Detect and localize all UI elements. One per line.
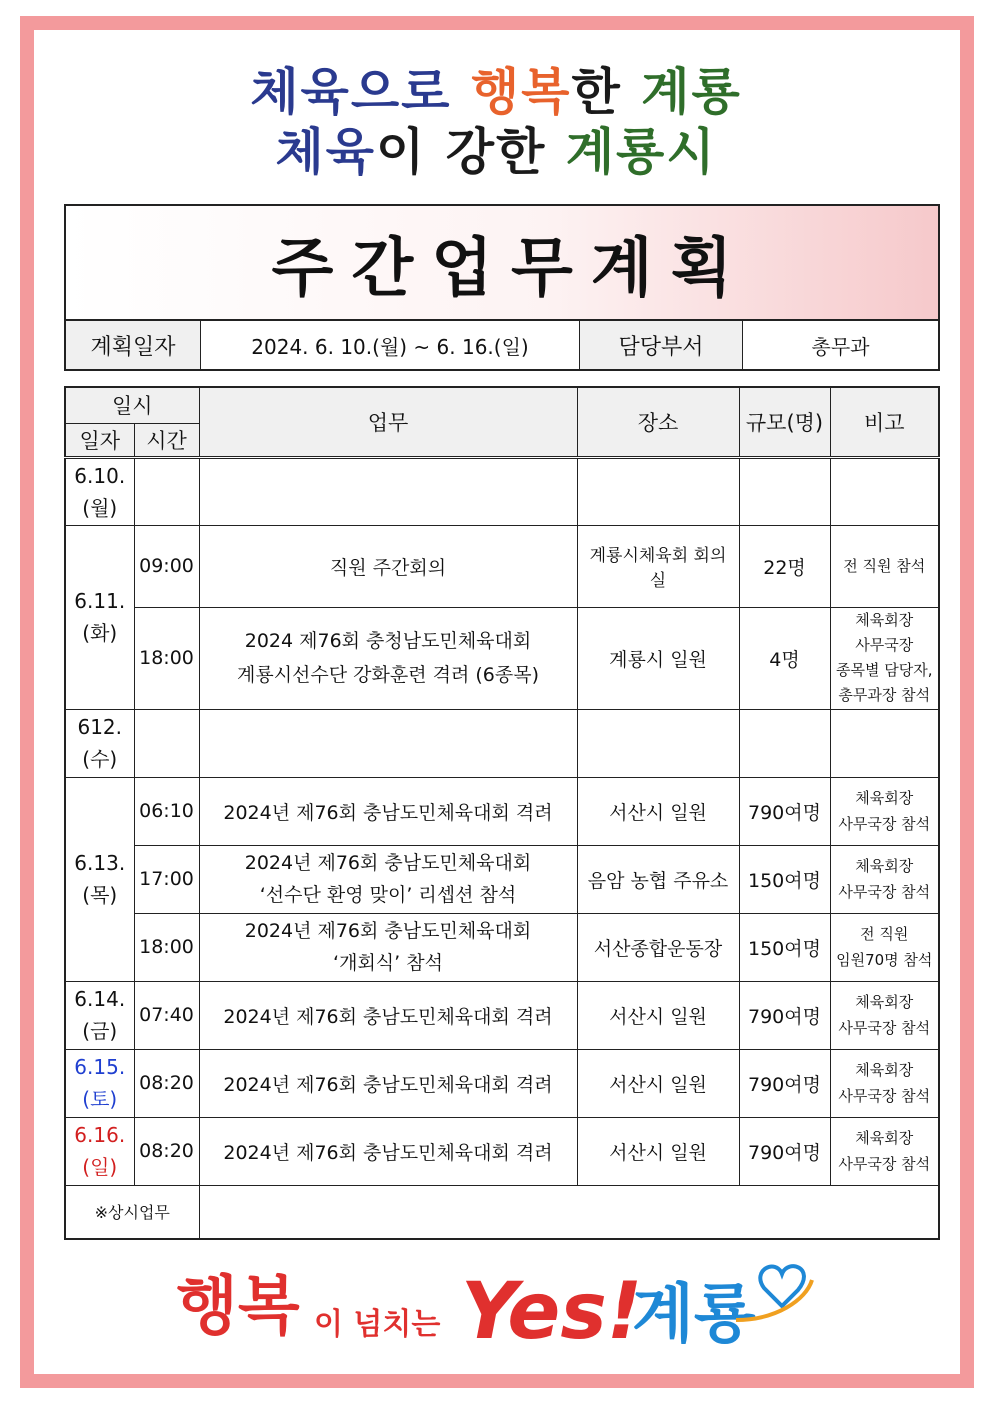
- table-row: [65, 981, 939, 1049]
- row-place: 서산시 일원: [577, 1049, 739, 1117]
- row-note: [830, 981, 939, 1049]
- task-line-1: 2024년 제76회 충남도민체육대회: [244, 920, 532, 942]
- slogan-1-part-2: 행복: [470, 62, 572, 121]
- row-task: [199, 845, 577, 913]
- row-scale: 790여명: [739, 777, 830, 845]
- table-row: [65, 525, 939, 607]
- note-line-1: 체육회장: [855, 1061, 914, 1079]
- row-date: [65, 1049, 134, 1117]
- row-scale: 150여명: [739, 913, 830, 981]
- logo-part-4: 계룡: [632, 1278, 756, 1352]
- schedule-table: [64, 386, 940, 1240]
- date-text: 6.13.: [74, 851, 126, 875]
- footer-logo-graphic: [176, 1250, 816, 1360]
- note-line-2: 사무국장 참석: [838, 1155, 931, 1173]
- row-date: [65, 709, 134, 777]
- note-line-2: 사무국장 참석: [838, 1087, 931, 1105]
- day-text: (화): [82, 621, 118, 645]
- note-line-3: 종목별 담당자,: [836, 661, 933, 679]
- header-date: 일자: [65, 423, 134, 457]
- row-place: 서산시 일원: [577, 1117, 739, 1185]
- task-line-2: ‘개회식’ 참석: [333, 952, 443, 974]
- logo-part-3: Yes!: [461, 1267, 643, 1357]
- row-scale: 150여명: [739, 845, 830, 913]
- row-time: 07:40: [134, 981, 199, 1049]
- row-time: 18:00: [134, 607, 199, 709]
- header-datetime: 일시: [65, 387, 199, 423]
- day-text: (월): [82, 495, 118, 520]
- row-scale: 790여명: [739, 1117, 830, 1185]
- date-text: 6.15.: [74, 1055, 126, 1079]
- header-task: 업무: [199, 387, 577, 457]
- task-line-1: 2024 제76회 충청남도민체육대회: [244, 630, 532, 652]
- header-scale: 규모(명): [739, 387, 830, 457]
- header-place: 장소: [577, 387, 739, 457]
- row-place: 계룡시체육회 회의실: [577, 525, 739, 607]
- dept-value: 총무과: [743, 320, 940, 370]
- footer-logo: [0, 1250, 992, 1360]
- note-line-2: 사무국장 참석: [838, 1019, 931, 1037]
- logo-part-2: 이 넘치는: [314, 1307, 441, 1342]
- row-task: 직원 주간회의: [199, 525, 577, 607]
- note-line-1: 체육회장: [855, 1129, 914, 1147]
- table-row: [65, 845, 939, 913]
- date-text: 6.10.: [74, 463, 126, 488]
- table-row: [65, 913, 939, 981]
- row-time: 09:00: [134, 525, 199, 607]
- row-scale: 790여명: [739, 1049, 830, 1117]
- regular-work-label: ※상시업무: [65, 1185, 199, 1239]
- row-note: 전 직원 참석: [830, 525, 939, 607]
- info-table: [64, 319, 940, 371]
- note-line-1: 체육회장: [855, 611, 914, 629]
- slogan-1-part-1: 체육으로: [250, 62, 471, 121]
- row-date: [65, 777, 134, 981]
- note-line-2: 임원70명 참석: [836, 951, 933, 969]
- day-text: (수): [82, 747, 118, 771]
- plan-date-label: 계획일자: [65, 320, 201, 370]
- note-line-1: 체육회장: [855, 789, 914, 807]
- row-place: 서산시 일원: [577, 981, 739, 1049]
- day-text: (금): [82, 1019, 118, 1043]
- row-time: 18:00: [134, 913, 199, 981]
- row-date: [65, 525, 134, 709]
- row-date: [65, 981, 134, 1049]
- header-time: 시간: [134, 423, 199, 457]
- table-row: [65, 1049, 939, 1117]
- note-line-2: 사무국장 참석: [838, 815, 931, 833]
- row-place: 계룡시 일원: [577, 607, 739, 709]
- row-time: 08:20: [134, 1117, 199, 1185]
- date-text: 612.: [77, 715, 123, 739]
- day-text: (목): [82, 883, 118, 907]
- slogan-line-2: [0, 112, 992, 184]
- row-scale: 4명: [739, 607, 830, 709]
- note-line-1: 체육회장: [855, 857, 914, 875]
- row-note: [830, 913, 939, 981]
- slogan-2-part-1: 체육: [275, 122, 376, 181]
- row-note: [830, 1117, 939, 1185]
- row-time: 17:00: [134, 845, 199, 913]
- plan-date-value: 2024. 6. 10.(월) ~ 6. 16.(일): [201, 320, 580, 370]
- day-text: (일): [82, 1155, 118, 1179]
- note-line-2: 사무국장: [855, 636, 914, 654]
- row-task: [199, 913, 577, 981]
- table-row: [65, 1117, 939, 1185]
- page-title: 주간업무계획: [271, 232, 751, 306]
- row-date: [65, 457, 134, 525]
- table-row: [65, 1185, 939, 1239]
- task-line-1: 2024년 제76회 충남도민체육대회: [244, 852, 532, 874]
- row-task: 2024년 제76회 충남도민체육대회 격려: [199, 1049, 577, 1117]
- row-note: [830, 777, 939, 845]
- note-line-1: 전 직원: [860, 925, 909, 943]
- row-note: [830, 1049, 939, 1117]
- task-line-2: 계룡시선수단 강화훈련 격려 (6종목): [237, 664, 539, 686]
- slogan-2-part-3: 계룡시: [565, 122, 717, 181]
- slogan-2-part-2: 이 강한: [375, 122, 566, 181]
- row-note: [830, 845, 939, 913]
- date-text: 6.14.: [74, 987, 126, 1011]
- dept-label: 담당부서: [580, 320, 743, 370]
- header-note: 비고: [830, 387, 939, 457]
- row-place: 서산시 일원: [577, 777, 739, 845]
- row-task: 2024년 제76회 충남도민체육대회 격려: [199, 1117, 577, 1185]
- row-date: [65, 1117, 134, 1185]
- row-scale: 22명: [739, 525, 830, 607]
- title-box: [64, 204, 940, 320]
- slogan-1-part-3: 한: [571, 62, 642, 121]
- logo-part-1: 행복: [176, 1270, 300, 1344]
- date-text: 6.16.: [74, 1123, 126, 1147]
- table-row: [65, 777, 939, 845]
- row-scale: 790여명: [739, 981, 830, 1049]
- slogan-1-part-4: 계룡: [641, 62, 742, 121]
- note-line-4: 총무과장 참석: [838, 686, 931, 704]
- table-row: [65, 607, 939, 709]
- row-task: 2024년 제76회 충남도민체육대회 격려: [199, 777, 577, 845]
- row-place: 음암 농협 주유소: [577, 845, 739, 913]
- note-line-2: 사무국장 참석: [838, 883, 931, 901]
- row-note: [830, 607, 939, 709]
- row-time: 08:20: [134, 1049, 199, 1117]
- note-line-1: 체육회장: [855, 993, 914, 1011]
- row-time: 06:10: [134, 777, 199, 845]
- table-row: [65, 457, 939, 525]
- date-text: 6.11.: [74, 589, 126, 613]
- day-text: (토): [82, 1087, 118, 1111]
- table-row: [65, 709, 939, 777]
- row-place: 서산종합운동장: [577, 913, 739, 981]
- task-line-2: ‘선수단 환영 맞이’ 리셉션 참석: [259, 884, 517, 906]
- row-task: 2024년 제76회 충남도민체육대회 격려: [199, 981, 577, 1049]
- row-task: [199, 607, 577, 709]
